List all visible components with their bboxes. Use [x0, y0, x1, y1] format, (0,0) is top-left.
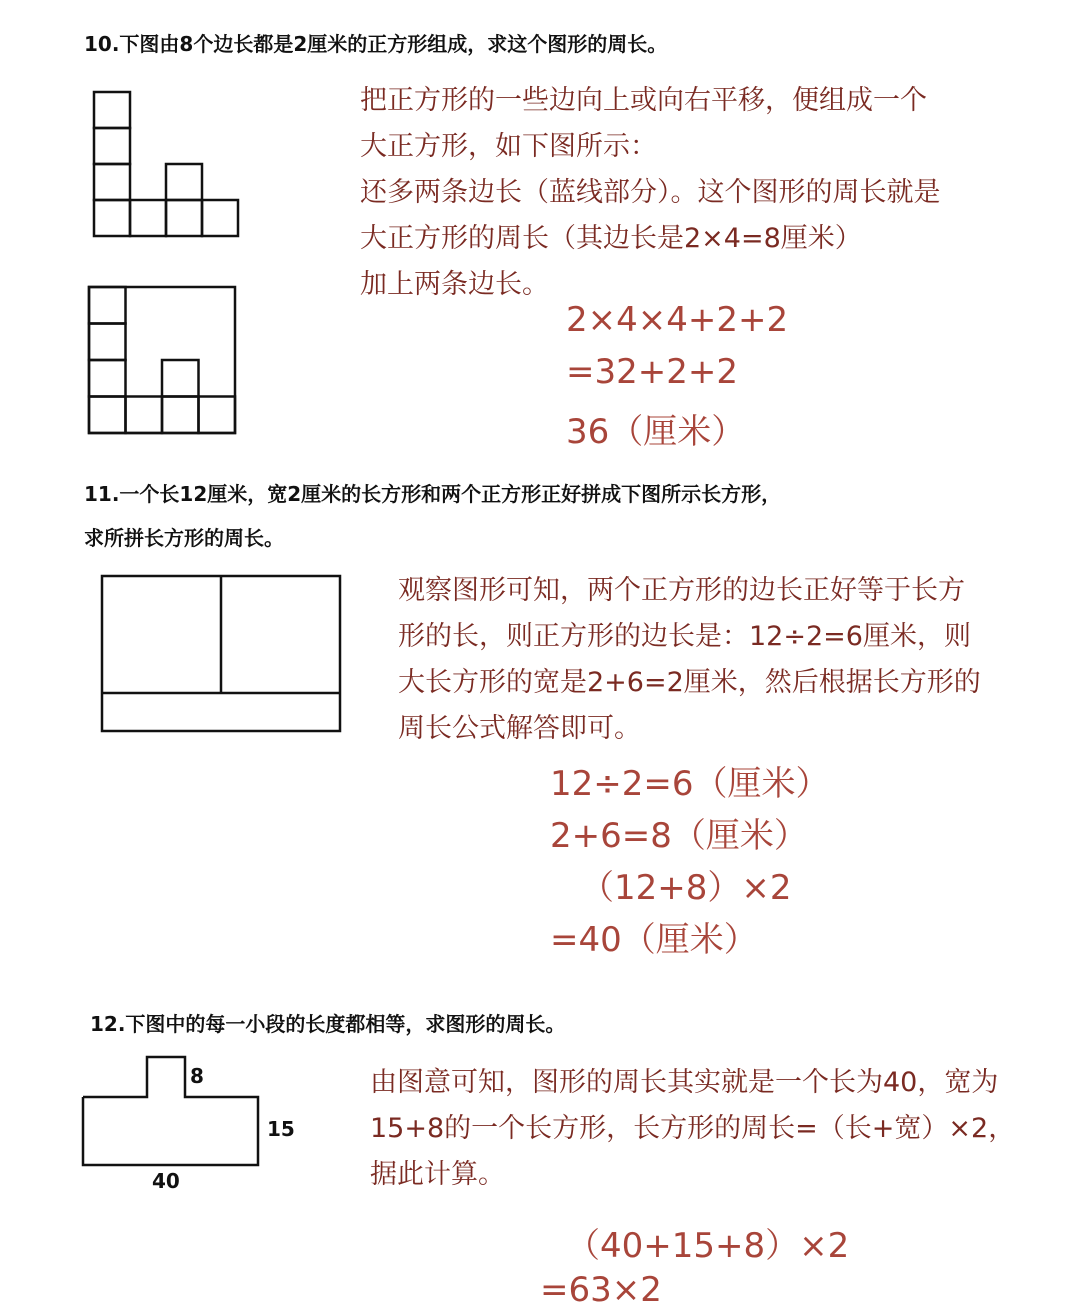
q12-explanation-line-1: 由图意可知，图形的周长其实就是一个长为40，宽为: [370, 1067, 999, 1098]
q10-calc-line-1: 2×4×4+2+2: [566, 300, 789, 340]
q11-explanation-line-3: 大长方形的宽是2+6=2厘米，然后根据长方形的: [398, 667, 981, 698]
q11-calc-line-3: （12+8）×2: [580, 868, 792, 908]
q10-question: 10.下图由8个边长都是2厘米的正方形组成，求这个图形的周长。: [84, 32, 668, 56]
q10-explanation-line-4: 大正方形的周长（其边长是2×4=8厘米）: [360, 223, 862, 254]
q10-calc-line-3: 36（厘米）: [566, 412, 746, 452]
q12-explanation-line-2: 15+8的一个长方形，长方形的周长=（长+宽）×2，: [370, 1113, 1016, 1144]
q10-explanation: [360, 78, 941, 308]
q12-calc-line-1: （40+15+8）×2: [566, 1226, 850, 1266]
q12-explanation: [370, 1060, 1015, 1198]
q12-question: 12.下图中的每一小段的长度都相等，求图形的周长。: [90, 1012, 566, 1036]
q11-question-line-2: 求所拼长方形的周长。: [84, 526, 284, 550]
q11-calc-line-2: 2+6=8（厘米）: [550, 816, 808, 856]
q12-label-bottom: 40: [152, 1169, 180, 1193]
q12-figure: [80, 1052, 310, 1197]
q11-question-line-1: 11.一个长12厘米，宽2厘米的长方形和两个正方形正好拼成下图所示长方形，: [84, 482, 782, 506]
q10-explanation-line-2: 大正方形，如下图所示：: [360, 131, 657, 162]
q11-explanation-line-4: 周长公式解答即可。: [398, 713, 641, 744]
q10-figure-big-square: [86, 284, 241, 439]
q11-figure: [98, 572, 346, 736]
q12-explanation-line-3: 据此计算。: [370, 1159, 505, 1190]
q11-calc-line-1: 12÷2=6（厘米）: [550, 764, 830, 804]
q10-explanation-line-5: 加上两条边长。: [360, 269, 549, 300]
q10-figure-original: [90, 88, 245, 243]
q11-explanation-line-2: 形的长，则正方形的边长是：12÷2=6厘米，则: [398, 621, 971, 652]
q11-calc-line-4: =40（厘米）: [550, 920, 758, 960]
q10-calc-line-2: =32+2+2: [566, 352, 738, 392]
q11-explanation: [398, 568, 981, 752]
q12-label-top: 8: [190, 1064, 204, 1088]
q10-explanation-line-3: 还多两条边长（蓝线部分）。这个图形的周长就是: [360, 177, 941, 208]
q10-explanation-line-1: 把正方形的一些边向上或向右平移，便组成一个: [360, 85, 927, 116]
q11-explanation-line-1: 观察图形可知，两个正方形的边长正好等于长方: [398, 575, 965, 606]
q12-label-side: 15: [267, 1117, 295, 1141]
q12-calc-line-2: =63×2: [540, 1270, 662, 1310]
